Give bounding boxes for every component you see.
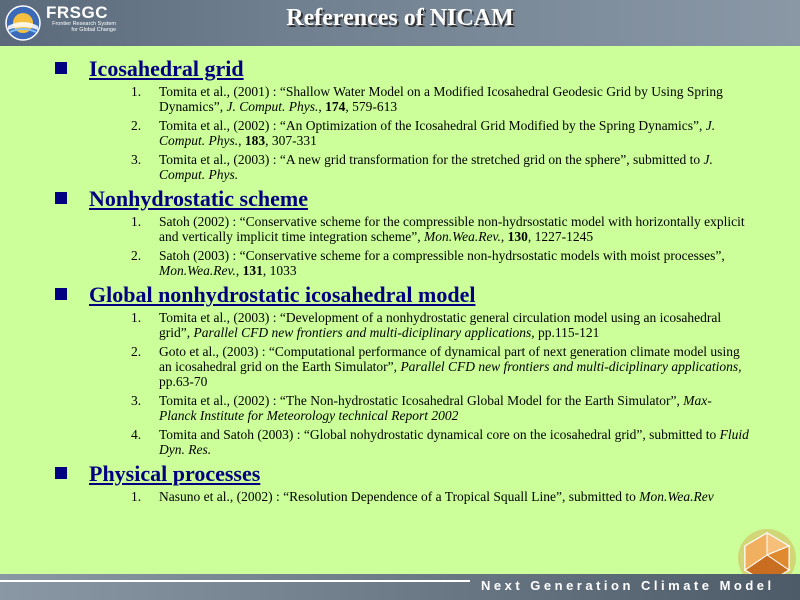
reference-list xyxy=(0,84,800,182)
reference-text: Tomita et al., (2003) : “A new grid transformation for the stretched grid on the sphere”, submitted to xyxy=(159,152,704,167)
reference-text: Goto et al., (2003) : “Computational performance of dynamical part of next generation climate model using an icosahedral grid on the Earth Simulator”, xyxy=(159,344,740,374)
journal-name: J. Comput. Phys. xyxy=(159,118,716,148)
reference-text: Tomita et al., (2003) : “Development of a nonhydrostatic general circulation model using an icosahedral grid”, xyxy=(159,310,722,340)
reference-number: 2. xyxy=(131,118,142,133)
reference-item xyxy=(0,489,749,504)
section xyxy=(0,56,800,182)
reference-text: , xyxy=(235,263,243,278)
reference-item xyxy=(0,427,749,457)
journal-name: J. Comput. Phys. xyxy=(159,152,713,182)
reference-text: , xyxy=(500,229,508,244)
square-bullet-icon xyxy=(55,62,67,74)
reference-text: , 1227-1245 xyxy=(527,229,594,244)
journal-name: J. Comput. Phys. xyxy=(226,99,319,114)
section-title: Nonhydrostatic scheme xyxy=(89,186,308,211)
volume-number: 130 xyxy=(507,229,528,244)
section xyxy=(0,186,800,278)
journal-name: Mon.Wea.Rev. xyxy=(159,263,236,278)
section xyxy=(0,282,800,457)
reference-item xyxy=(0,214,749,244)
reference-text: Tomita et al., (2001) : “Shallow Water Model on a Modified Icosahedral Geodesic Grid by Using Spring Dynamics”, xyxy=(159,84,723,114)
journal-name: Fluid Dyn. Res. xyxy=(159,427,749,457)
logo-subtext: Frontier Research System for Global Change xyxy=(52,21,116,33)
reference-text: , 579-613 xyxy=(345,99,398,114)
page-title: References of NICAM xyxy=(286,5,514,31)
footer-bar xyxy=(0,574,800,600)
reference-text: Satoh (2002) : “Conservative scheme for the compressible non-hydrsostatic model with horizontally explicit and vertically implicit time integration scheme”, xyxy=(159,214,745,244)
volume-number: 131 xyxy=(242,263,263,278)
reference-text: Tomita et al., (2002) : “An Optimization of the Icosahedral Grid Modified by the Spring Dynamics”, xyxy=(159,118,706,133)
reference-item xyxy=(0,248,749,278)
reference-number: 1. xyxy=(131,310,142,325)
footer-text: Next Generation Climate Model xyxy=(481,578,775,593)
reference-text: , xyxy=(238,133,245,148)
reference-text: , xyxy=(318,99,326,114)
section-title: Physical processes xyxy=(89,461,261,486)
reference-text: Nasuno et al., (2002) : “Resolution Dependence of a Tropical Squall Line”, submitted to xyxy=(159,489,640,504)
reference-number: 1. xyxy=(131,489,142,504)
reference-number: 2. xyxy=(131,248,142,263)
journal-name: Max-Planck Institute for Meteorology technical Report 2002 xyxy=(159,393,712,423)
reference-text: Tomita and Satoh (2003) : “Global nohydrostatic dynamical core on the icosahedral grid”, submitted to xyxy=(159,427,720,442)
section-heading xyxy=(0,186,800,214)
section-heading xyxy=(0,461,800,489)
section xyxy=(0,461,800,504)
reference-number: 4. xyxy=(131,427,142,442)
reference-number: 1. xyxy=(131,214,142,229)
footer-divider xyxy=(0,580,470,582)
reference-item xyxy=(0,310,749,340)
reference-item xyxy=(0,393,749,423)
reference-text: Tomita et al., (2002) : “The Non-hydrostatic Icosahedral Global Model for the Earth Simulator”, xyxy=(159,393,684,408)
section-title: Icosahedral grid xyxy=(89,56,244,81)
section-heading xyxy=(0,282,800,310)
reference-text: , 1033 xyxy=(262,263,297,278)
reference-number: 3. xyxy=(131,152,142,167)
journal-name: Parallel CFD new frontiers and multi-diciplinary applications, xyxy=(400,359,742,374)
reference-text: Satoh (2003) : “Conservative scheme for a compressible non-hydrsostatic models with moist processes”, xyxy=(159,248,725,263)
journal-name: Mon.Wea.Rev xyxy=(639,489,714,504)
reference-list xyxy=(0,214,800,278)
logo-text: FRSGC xyxy=(46,3,108,22)
reference-list xyxy=(0,489,800,504)
journal-name: Parallel CFD new frontiers and multi-diciplinary applications, xyxy=(193,325,535,340)
journal-name: Mon.Wea.Rev. xyxy=(424,229,501,244)
reference-number: 1. xyxy=(131,84,142,99)
volume-number: 183 xyxy=(244,133,266,148)
reference-text: pp.115-121 xyxy=(534,325,600,340)
reference-number: 3. xyxy=(131,393,142,408)
section-heading xyxy=(0,56,800,84)
square-bullet-icon xyxy=(55,288,67,300)
reference-text: , 307-331 xyxy=(265,133,317,148)
reference-text: pp.63-70 xyxy=(159,374,208,389)
reference-number: 2. xyxy=(131,344,142,359)
square-bullet-icon xyxy=(55,192,67,204)
reference-item xyxy=(0,118,749,148)
reference-item xyxy=(0,152,749,182)
section-title: Global nonhydrostatic icosahedral model xyxy=(89,282,476,307)
header-bar xyxy=(0,0,800,46)
reference-list xyxy=(0,310,800,457)
square-bullet-icon xyxy=(55,467,67,479)
reference-item xyxy=(0,344,749,389)
reference-item xyxy=(0,84,749,114)
references-content xyxy=(0,56,800,508)
volume-number: 174 xyxy=(325,99,346,114)
